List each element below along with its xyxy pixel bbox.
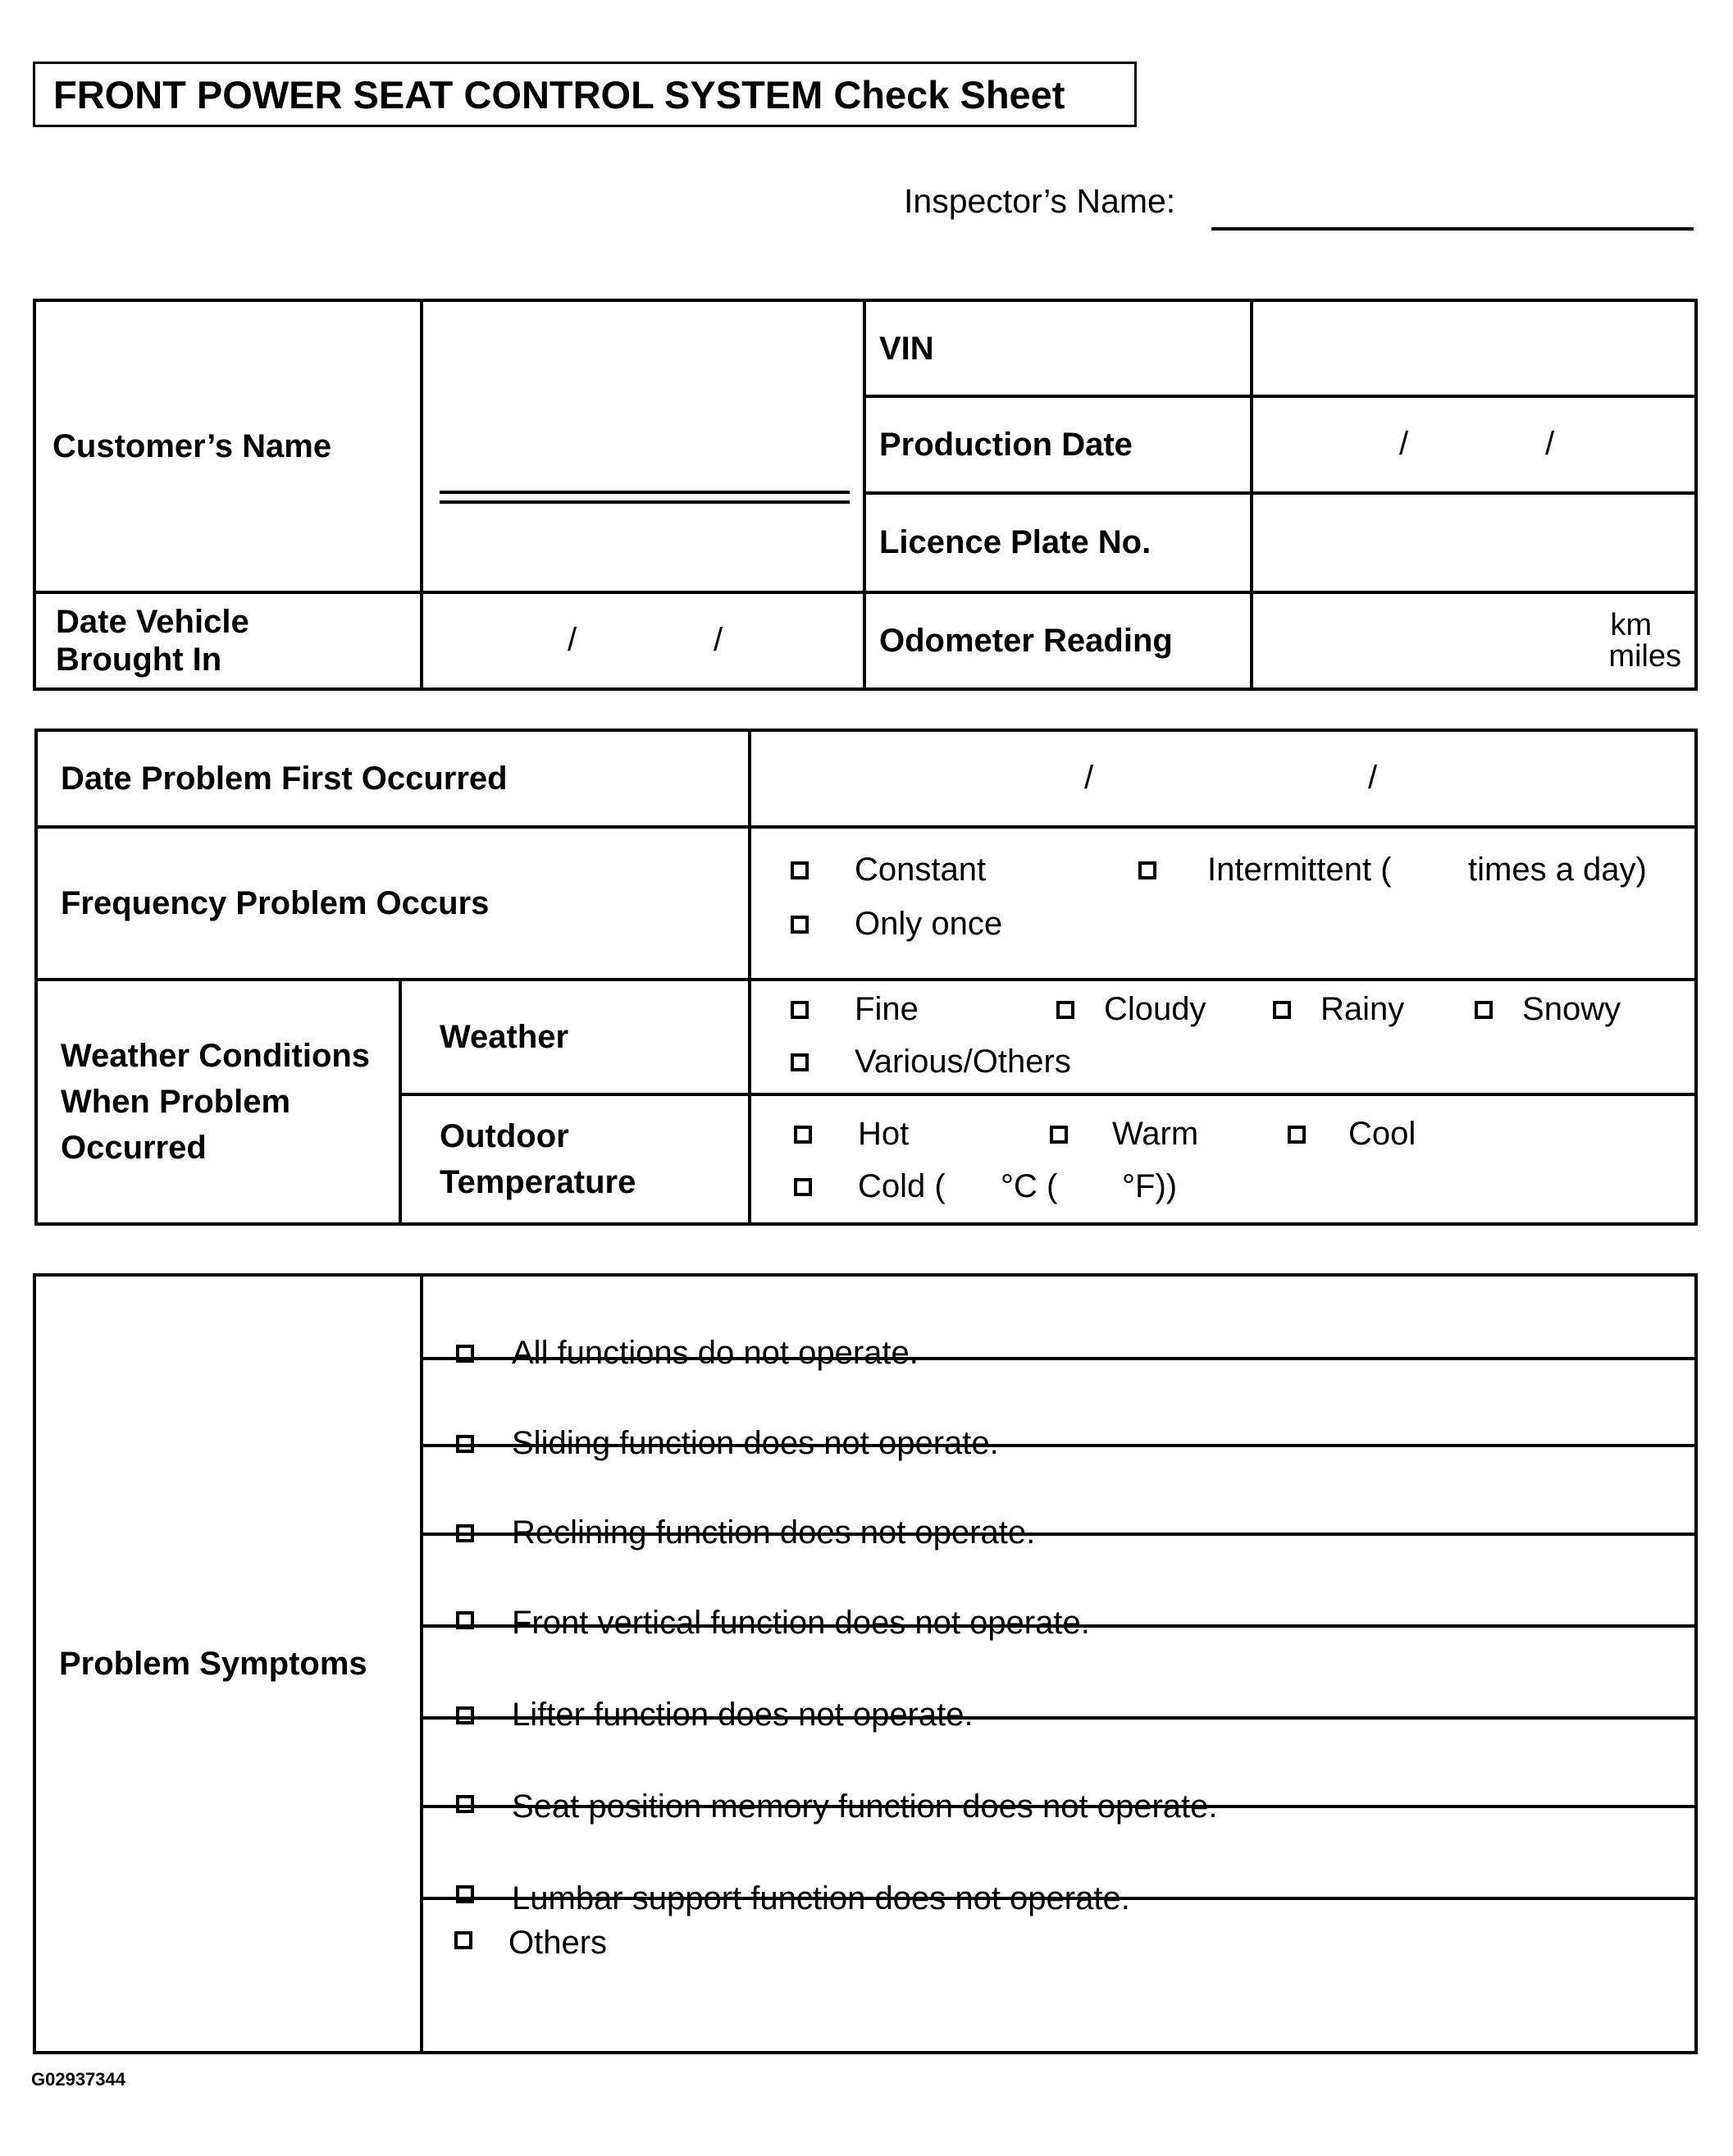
checkbox-icon[interactable]: [456, 1706, 474, 1724]
checkbox-icon[interactable]: [794, 1126, 812, 1144]
odometer-field[interactable]: [1252, 592, 1696, 689]
date-first-sep-1: /: [1084, 760, 1094, 796]
symptom-label: Lumbar support function does not operate.: [512, 1880, 1130, 1916]
problem-info-table: [34, 729, 1698, 1226]
vin-label: VIN: [879, 330, 934, 367]
page-title: FRONT POWER SEAT CONTROL SYSTEM Check Sheet: [33, 62, 1137, 127]
odometer-label: Odometer Reading: [879, 623, 1173, 659]
licence-plate-field[interactable]: [1252, 493, 1696, 592]
temperature-cool-label: Cool: [1348, 1116, 1416, 1152]
outdoor-temp-label-line-1: Outdoor: [440, 1118, 569, 1154]
date-brought-in-label-line-2: Brought In: [56, 642, 222, 678]
checkbox-icon[interactable]: [456, 1345, 474, 1363]
symptom-label: Lifter function does not operate.: [512, 1697, 974, 1733]
checkbox-icon[interactable]: [791, 861, 809, 879]
checkbox-icon[interactable]: [791, 1001, 809, 1019]
checkbox-icon[interactable]: [456, 1435, 474, 1453]
vin-field[interactable]: [1252, 300, 1696, 396]
weather-options-cell: [750, 980, 1696, 1094]
frequency-label: Frequency Problem Occurs: [61, 885, 490, 921]
checkbox-icon[interactable]: [1056, 1001, 1074, 1019]
weather-conditions-label-line-3: Occurred: [61, 1130, 207, 1166]
customer-name-label: Customer’s Name: [52, 428, 332, 464]
checkbox-icon[interactable]: [1050, 1126, 1068, 1144]
checkbox-icon[interactable]: [456, 1524, 474, 1542]
weather-snowy-label: Snowy: [1522, 991, 1621, 1027]
customer-name-field[interactable]: [422, 300, 864, 592]
date-brought-in-label-line-1: Date Vehicle: [56, 604, 249, 640]
production-date-field[interactable]: [1252, 396, 1696, 492]
production-date-sep-2: /: [1545, 425, 1555, 462]
symptom-row[interactable]: [422, 1275, 1696, 1371]
symptom-row-others[interactable]: [422, 1898, 1696, 2053]
checkbox-icon[interactable]: [1475, 1001, 1493, 1019]
weather-fine-label: Fine: [855, 991, 919, 1027]
temperature-cold-label: Cold (: [858, 1168, 946, 1204]
checkbox-icon[interactable]: [791, 1053, 809, 1071]
date-first-occurred-field[interactable]: [750, 730, 1696, 827]
weather-various-label: Various/Others: [855, 1044, 1071, 1080]
production-date-label: Production Date: [879, 426, 1133, 463]
frequency-constant-label: Constant: [855, 852, 987, 888]
symptom-label: Seat position memory function does not operate.: [512, 1788, 1218, 1825]
temperature-warm-label: Warm: [1112, 1116, 1199, 1152]
odometer-unit-miles: miles: [1608, 639, 1681, 674]
production-date-sep-1: /: [1399, 425, 1409, 462]
weather-cloudy-label: Cloudy: [1104, 991, 1206, 1027]
frequency-intermittent-label: Intermittent (: [1207, 852, 1392, 888]
odometer-unit-km: km: [1610, 608, 1652, 642]
customer-name-line-1: [440, 491, 850, 494]
figure-id: G02937344: [31, 2069, 125, 2090]
frequency-options-cell: [750, 827, 1696, 980]
symptom-label: Front vertical function does not operate.: [512, 1605, 1090, 1641]
symptom-label: Sliding function does not operate.: [512, 1425, 999, 1461]
weather-conditions-label-line-1: Weather Conditions: [61, 1038, 371, 1074]
symptom-label: Reclining function does not operate.: [512, 1514, 1036, 1551]
weather-label: Weather: [440, 1019, 569, 1055]
frequency-only-once-label: Only once: [855, 906, 1003, 942]
customer-name-label-cell: [34, 300, 422, 592]
problem-symptoms-label: Problem Symptoms: [59, 1646, 367, 1682]
checkbox-icon[interactable]: [456, 1795, 474, 1813]
temperature-options-cell: [750, 1094, 1696, 1224]
date-first-sep-2: /: [1368, 760, 1378, 796]
outdoor-temp-label-line-2: Temperature: [440, 1164, 636, 1200]
licence-plate-label: Licence Plate No.: [879, 524, 1152, 561]
checkbox-icon[interactable]: [1273, 1001, 1291, 1019]
weather-conditions-label-line-2: When Problem: [61, 1084, 291, 1120]
date-first-occurred-label: Date Problem First Occurred: [61, 761, 508, 797]
date-brought-in-field[interactable]: [422, 592, 864, 689]
date-brought-in-sep-2: /: [714, 622, 723, 658]
weather-rainy-label: Rainy: [1320, 991, 1405, 1027]
checkbox-icon[interactable]: [794, 1178, 812, 1196]
checkbox-icon[interactable]: [454, 1931, 472, 1949]
symptom-label: All functions do not operate.: [512, 1335, 919, 1371]
temperature-celsius-label: °C (: [1001, 1168, 1058, 1204]
inspector-name-field[interactable]: [1211, 227, 1694, 231]
temperature-fahrenheit-label: °F)): [1122, 1168, 1178, 1204]
checkbox-icon[interactable]: [456, 1611, 474, 1629]
problem-symptoms-table: [33, 1273, 1698, 2054]
checkbox-icon[interactable]: [791, 916, 809, 934]
frequency-times-a-day-label: times a day): [1468, 852, 1647, 888]
customer-name-line-2: [440, 500, 850, 504]
vehicle-info-table: [33, 299, 1698, 691]
checkbox-icon[interactable]: [1288, 1126, 1306, 1144]
inspector-name-label: Inspector’s Name:: [904, 182, 1176, 220]
checkbox-icon[interactable]: [1138, 861, 1156, 879]
temperature-hot-label: Hot: [858, 1116, 910, 1152]
symptom-label-others: Others: [508, 1925, 608, 1961]
date-brought-in-sep-1: /: [568, 622, 577, 658]
